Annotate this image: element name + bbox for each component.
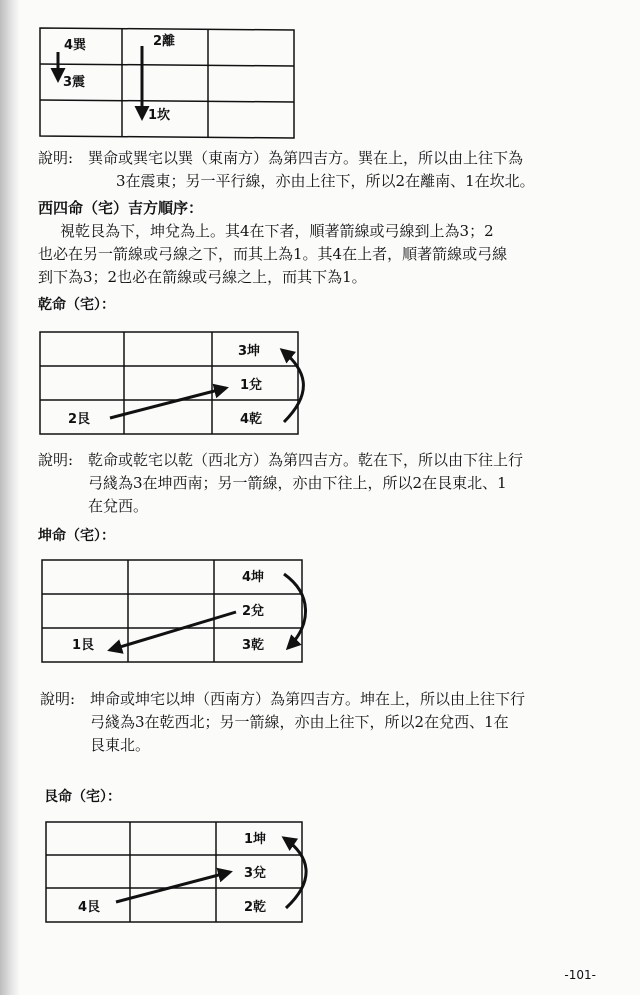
note-line: 3在震東；另一平行線，亦由上往下，所以2在離南、1在坎北。 [116,172,535,190]
cell-label: 3震 [63,75,86,90]
cell-label: 2離 [153,34,176,49]
cell-label: 1艮 [72,638,95,653]
note-label: 說明: [38,149,74,167]
body-line: 也必在另一箭線或弓線之下，而其上為1。其4在上者，順著箭線或弓線 [38,245,508,263]
cell-label: 2乾 [244,900,267,915]
arc-qian-to-kun [284,838,306,908]
cell-label: 3兌 [244,866,267,881]
body-line: 到下為3；2也必在箭線或弓線之上，而其下為1。 [38,268,367,286]
note-line: 在兌西。 [88,497,149,515]
diagram-xun-grid [38,24,296,140]
arrow-gen-to-dui [110,388,226,418]
gen-heading: 艮命（宅）： [44,789,121,805]
arrow-gen-to-dui [116,872,230,902]
cell-label: 4坤 [242,570,265,585]
cell-label: 4乾 [240,412,263,427]
note-line: 坤命或坤宅以坤（西南方）為第四吉方。坤在上，所以由上往下行 [90,690,526,708]
cell-label: 3坤 [238,344,261,359]
cell-label: 2艮 [68,412,91,427]
note-label: 說明: [40,690,76,708]
body-line: 視乾艮為下，坤兌為上。其4在下者，順著箭線或弓線到上為3；2 [60,222,494,240]
page-number: -101- [564,968,596,982]
qian-heading: 乾命（宅）： [38,297,115,313]
note-line: 艮東北。 [90,736,151,754]
cell-label: 4巽 [64,38,87,53]
cell-label: 2兌 [242,604,265,619]
cell-label: 1坎 [148,108,171,123]
cell-label: 1坤 [244,832,267,847]
kun-heading: 坤命（宅）： [38,528,115,544]
arrow-dui-to-gen [110,612,236,650]
note-line: 巽命或巽宅以巽（東南方）為第四吉方。巽在上，所以由上往下為 [88,149,524,167]
note-line: 弓綫為3在乾西北；另一箭線，亦由上往下，所以2在兌西、1在 [90,713,509,731]
cell-label: 4艮 [78,900,101,915]
diagram-gen-grid [44,820,306,924]
section-heading: 西四命（宅）吉方順序： [38,199,204,217]
note-line: 弓綫為3在坤西南；另一箭線，亦由下往上，所以2在艮東北、1 [88,474,507,492]
arc-qian-to-kun [282,350,303,422]
cell-label: 3乾 [242,638,265,653]
binding-shadow [0,0,20,995]
cell-label: 1兌 [240,378,263,393]
diagram-qian-grid [38,330,300,436]
note-line: 乾命或乾宅以乾（西北方）為第四吉方。乾在下，所以由下往上行 [88,451,524,469]
note-label: 說明: [38,451,74,469]
diagram-kun-grid [40,558,304,664]
